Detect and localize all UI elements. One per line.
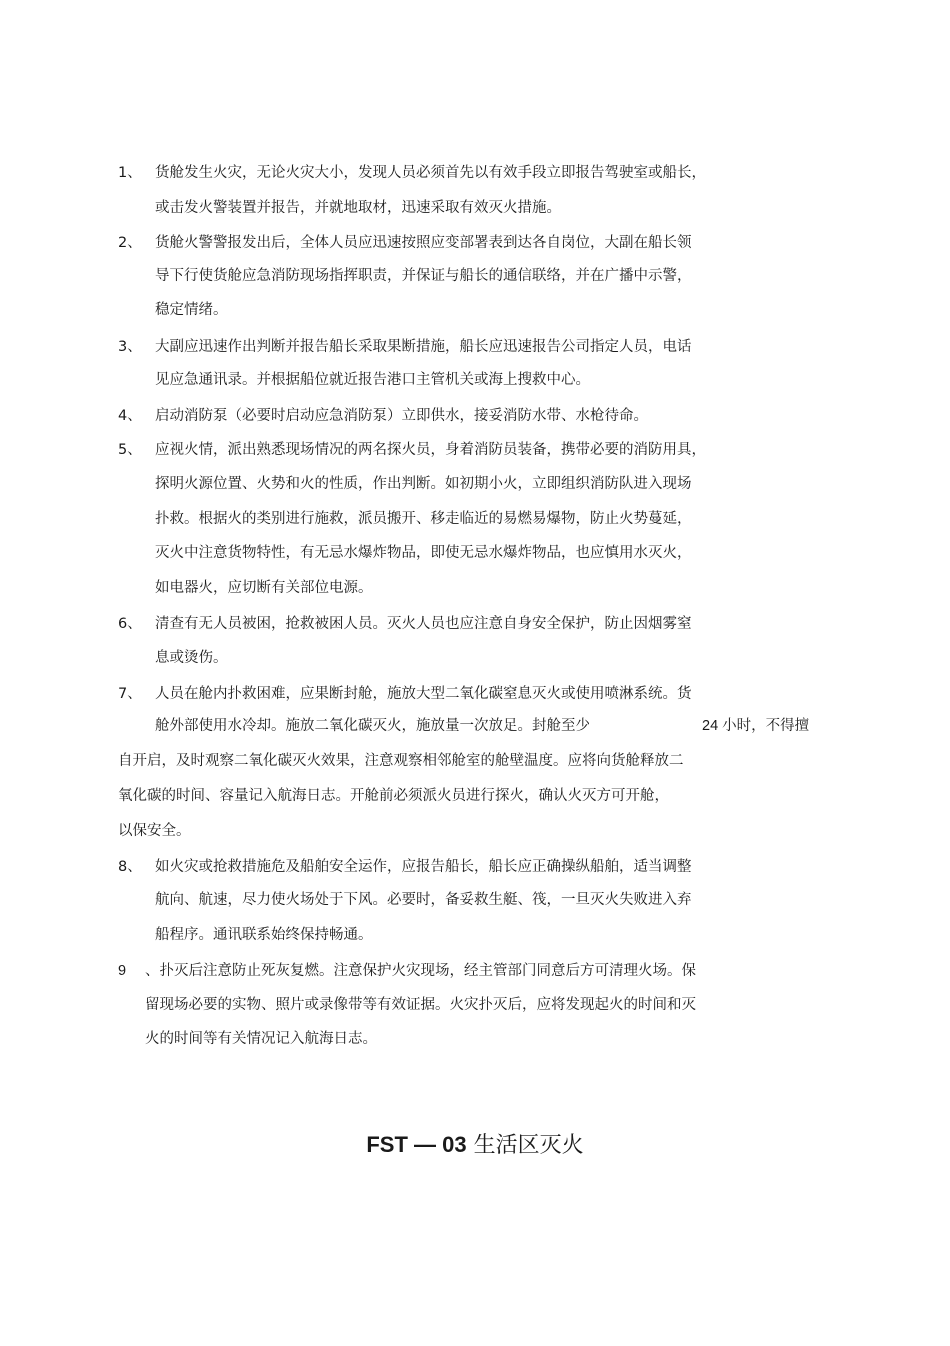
item-number: 8、 bbox=[118, 859, 142, 875]
item-text-line: 见应急通讯录。并根据船位就近报告港口主管机关或海上搜救中心。 bbox=[155, 372, 590, 388]
item-text-line: 留现场必要的实物、照片或录像带等有效证据。火灾扑灭后，应将发现起火的时间和灭 bbox=[145, 997, 696, 1013]
item-text-line: 航向、航速，尽力使火场处于下风。必要时，备妥救生艇、筏，一旦灭火失败进入弃 bbox=[155, 892, 692, 908]
section-heading bbox=[0, 1130, 950, 1161]
item-number: 1、 bbox=[118, 165, 142, 181]
item-text-line: 货舱火警警报发出后，全体人员应迅速按照应变部署表到达各自岗位，大副在船长领 bbox=[155, 235, 692, 251]
item-text-line: 或击发火警装置并报告，并就地取材，迅速采取有效灭火措施。 bbox=[155, 200, 561, 216]
item-text-line: 应视火情，派出熟悉现场情况的两名探火员，身着消防员装备，携带必要的消防用具， bbox=[155, 442, 706, 458]
item-number: 2、 bbox=[118, 235, 142, 251]
item-number: 6、 bbox=[118, 616, 142, 632]
item-text-line: 船程序。通讯联系始终保持畅通。 bbox=[155, 927, 373, 943]
item-text-line: 扑救。根据火的类别进行施救，派员搬开、移走临近的易燃易爆物，防止火势蔓延， bbox=[155, 511, 692, 527]
item-number: 7、 bbox=[118, 686, 142, 702]
item-text-line: 探明火源位置、火势和火的性质，作出判断。如初期小火，立即组织消防队进入现场 bbox=[155, 476, 692, 492]
item-text-line: 清查有无人员被困，抢救被困人员。灭火人员也应注意自身安全保护，防止因烟雾窒 bbox=[155, 616, 692, 632]
item-text-line: 、扑灭后注意防止死灰复燃。注意保护火灾现场，经主管部门同意后方可清理火场。保 bbox=[145, 963, 696, 979]
item-number: 5、 bbox=[118, 442, 142, 458]
item-text-line: 息或烫伤。 bbox=[155, 650, 228, 666]
item-text-line: 货舱发生火灾，无论火灾大小，发现人员必须首先以有效手段立即报告驾驶室或船长， bbox=[155, 165, 706, 181]
item-text-line: 以保安全。 bbox=[118, 823, 191, 839]
item-number: 3、 bbox=[118, 339, 142, 355]
item-text-line: 导下行使货舱应急消防现场指挥职责，并保证与船长的通信联络，并在广播中示警， bbox=[155, 268, 692, 284]
item-text-line: 人员在舱内扑救困难，应果断封舱，施放大型二氧化碳窒息灭火或使用喷淋系统。货 bbox=[155, 686, 692, 702]
item-text-line: 大副应迅速作出判断并报告船长采取果断措施，船长应迅速报告公司指定人员，电话 bbox=[155, 339, 692, 355]
item-text-line: 如电器火，应切断有关部位电源。 bbox=[155, 580, 373, 596]
item-text-line: 火的时间等有关情况记入航海日志。 bbox=[145, 1031, 377, 1047]
item-text-line: 启动消防泵（必要时启动应急消防泵）立即供水，接妥消防水带、水枪待命。 bbox=[155, 408, 648, 424]
item-number: 9 bbox=[118, 963, 127, 979]
section-title: 生活区灭火 bbox=[473, 1133, 584, 1158]
item-text-line: 氧化碳的时间、容量记入航海日志。开舱前必须派火员进行探火，确认火灭方可开舱， bbox=[118, 788, 669, 804]
item-text-line: 稳定情绪。 bbox=[155, 302, 228, 318]
item-number: 4、 bbox=[118, 408, 142, 424]
item-text-line: 如火灾或抢救措施危及船舶安全运作，应报告船长，船长应正确操纵船舶，适当调整 bbox=[155, 859, 692, 875]
item-text-line: 灭火中注意货物特性，有无忌水爆炸物品，即使无忌水爆炸物品，也应慎用水灭火， bbox=[155, 545, 692, 561]
item-text-line: 舱外部使用水冷却。施放二氧化碳灭火，施放量一次放足。封舱至少 bbox=[155, 718, 590, 734]
section-code: FST — 03 bbox=[366, 1132, 467, 1157]
item-text-tail: 24 小时，不得擅 bbox=[702, 718, 810, 734]
item-text-line: 自开启，及时观察二氧化碳灭火效果，注意观察相邻舱室的舱壁温度。应将向货舱释放二 bbox=[118, 753, 684, 769]
